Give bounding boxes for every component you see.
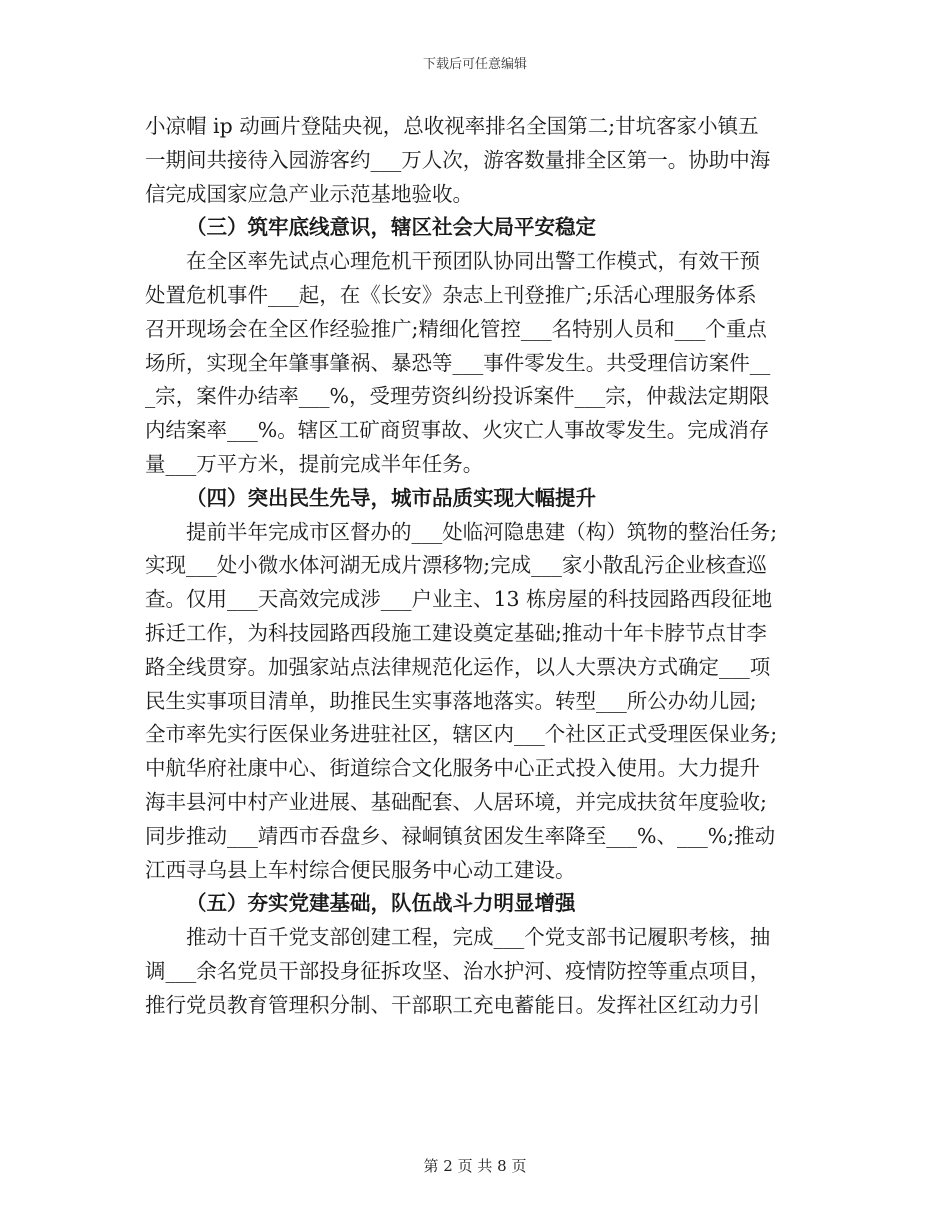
page-header: 下载后可任意编辑: [422, 57, 527, 72]
text-line: _宗，案件办结率___%，受理劳资纠纷投诉案件___宗，仲裁法定期限: [145, 384, 770, 409]
text-line: 场所，实现全年肇事肇祸、暴恐等___事件零发生。共受理信访案件__: [145, 350, 771, 375]
document-body: [145, 110, 815, 1023]
text-line: 海丰县河中村产业进展、基础配套、人居环境，并完成扶贫年度验收;: [145, 789, 767, 814]
text-line: 推行党员教育管理积分制、干部职工充电蓄能日。发挥社区红动力引: [145, 992, 760, 1017]
text-line: 召开现场会在全区作经验推广;精细化管控___名特别人员和___个重点: [145, 316, 767, 341]
section-heading: （五）夯实党建基础，队伍战斗力明显增强: [186, 891, 576, 916]
text-line: 量___万平方米，提前完成半年任务。: [145, 451, 484, 476]
text-line: 江西寻乌县上车村综合便民服务中心动工建设。: [145, 857, 576, 882]
text-line: 路全线贯穿。加强家站点法律规范化运作，以人大票决方式确定___项: [145, 654, 771, 679]
text-line: 信完成国家应急产业示范基地验收。: [145, 181, 473, 206]
text-line: 小凉帽 ip 动画片登陆央视，总收视率排名全国第二;甘坑客家小镇五: [145, 114, 759, 138]
text-line: 推动十百千党支部创建工程，完成___个党支部书记履职考核，抽: [186, 925, 771, 950]
text-line: 处置危机事件___起，在《长安》杂志上刊登推广;乐活心理服务体系: [145, 282, 757, 307]
text-line: 查。仅用___天高效完成涉___户业主、13 栋房屋的科技园路西段征地: [145, 587, 773, 612]
text-line: 内结案率___%。辖区工矿商贸事故、火灾亡人事故零发生。完成消存: [145, 418, 770, 443]
section-heading: （三）筑牢底线意识，辖区社会大局平安稳定: [186, 215, 596, 240]
text-line: 调___余名党员干部投身征拆攻坚、治水护河、疫情防控等重点项目，: [145, 958, 771, 983]
page-footer: 第 2 页 共 8 页: [423, 1157, 527, 1175]
text-line: 实现___处小微水体河湖无成片漂移物;完成___家小散乱污企业核查巡: [145, 553, 767, 578]
text-line: 民生实事项目清单，助推民生实事落地落实。转型___所公办幼儿园;: [145, 688, 757, 713]
text-line: 在全区率先试点心理危机干预团队协同出警工作模式，有效干预: [186, 249, 760, 274]
text-line: 同步推动___靖西市吞盘乡、禄峒镇贫困发生率降至___%、___%;推动: [145, 823, 776, 848]
section-heading: （四）突出民生先导，城市品质实现大幅提升: [186, 485, 596, 510]
text-line: 提前半年完成市区督办的___处临河隐患建（构）筑物的整治任务;: [186, 519, 778, 544]
text-line: 中航华府社康中心、街道综合文化服务中心正式投入使用。大力提升: [145, 756, 760, 781]
text-line: 拆迁工作，为科技园路西段施工建设奠定基础;推动十年卡脖节点甘李: [145, 620, 767, 645]
text-line: 一期间共接待入园游客约___万人次，游客数量排全区第一。协助中海: [145, 147, 771, 172]
text-line: 全市率先实行医保业务进驻社区，辖区内___个社区正式受理医保业务;: [145, 722, 778, 747]
